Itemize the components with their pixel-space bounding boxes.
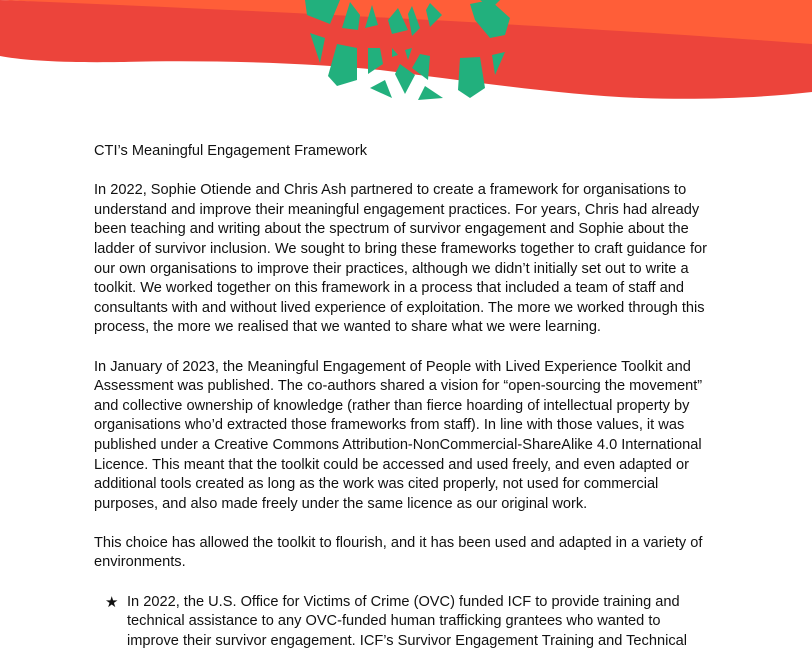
- text-line: In January of 2023, the Meaningful Engagement of People with Lived Experience Toolkit and: [94, 358, 691, 375]
- text-line: ladder of survivor inclusion. We sought to bring these frameworks together to craft guidance for: [94, 240, 707, 257]
- text-line: additional tools created as long as the work was cited properly, not used for commercial: [94, 476, 659, 493]
- text-line: In 2022, Sophie Otiende and Chris Ash partnered to create a framework for organisations to: [94, 182, 687, 199]
- text-line: our own organisations to improve their practices, although we didn’t initially set out to write a: [94, 260, 689, 277]
- text-line: organisations who’d extracted those frameworks from staff). In line with those values, it was: [94, 417, 685, 434]
- text-line: Assessment was published. The co-authors shared a vision for “open-sourcing the movement”: [94, 378, 703, 395]
- paragraph-impact: [94, 534, 734, 573]
- bullet-list: [94, 593, 734, 651]
- paragraph-origins: [94, 181, 734, 338]
- document-heading: CTI’s Meaningful Engagement Framework: [94, 143, 368, 159]
- list-item: [81, 593, 734, 651]
- text-line: technical assistance to any OVC-funded human trafficking grantees who wanted to: [127, 613, 661, 630]
- text-line: environments.: [94, 554, 186, 571]
- text-line: been teaching and writing about the spectrum of survivor engagement and Sophie about the: [94, 221, 689, 238]
- document-body: [94, 142, 734, 651]
- text-line: consultants with and without lived experience of exploitation. The more we worked through this: [94, 299, 705, 316]
- text-line: This choice has allowed the toolkit to flourish, and it has been used and adapted in a variety of: [94, 534, 703, 551]
- text-line: published under a Creative Commons Attribution-NonCommercial-ShareAlike 4.0 International: [94, 436, 702, 453]
- text-line: process, the more we realised that we wanted to share what we were learning.: [94, 319, 601, 336]
- text-line: improve their survivor engagement. ICF’s Survivor Engagement Training and Technical: [127, 632, 687, 649]
- text-line: Licence. This meant that the toolkit could be accessed and used freely, and even adapted or: [94, 456, 689, 473]
- text-line: and collective ownership of knowledge (rather than fierce hoarding of intellectual property by: [94, 397, 690, 414]
- text-line: In 2022, the U.S. Office for Victims of Crime (OVC) funded ICF to provide training and: [127, 593, 680, 610]
- header-decoration: [0, 0, 812, 110]
- paragraph-publication: [94, 358, 734, 515]
- text-line: understand and improve their meaningful engagement practices. For years, Chris had already: [94, 201, 700, 218]
- star-icon: ★: [105, 592, 119, 611]
- text-line: toolkit. We worked together on this framework in a process that included a team of staff and: [94, 280, 685, 297]
- text-line: purposes, and also made freely under the same licence as our original work.: [94, 495, 588, 512]
